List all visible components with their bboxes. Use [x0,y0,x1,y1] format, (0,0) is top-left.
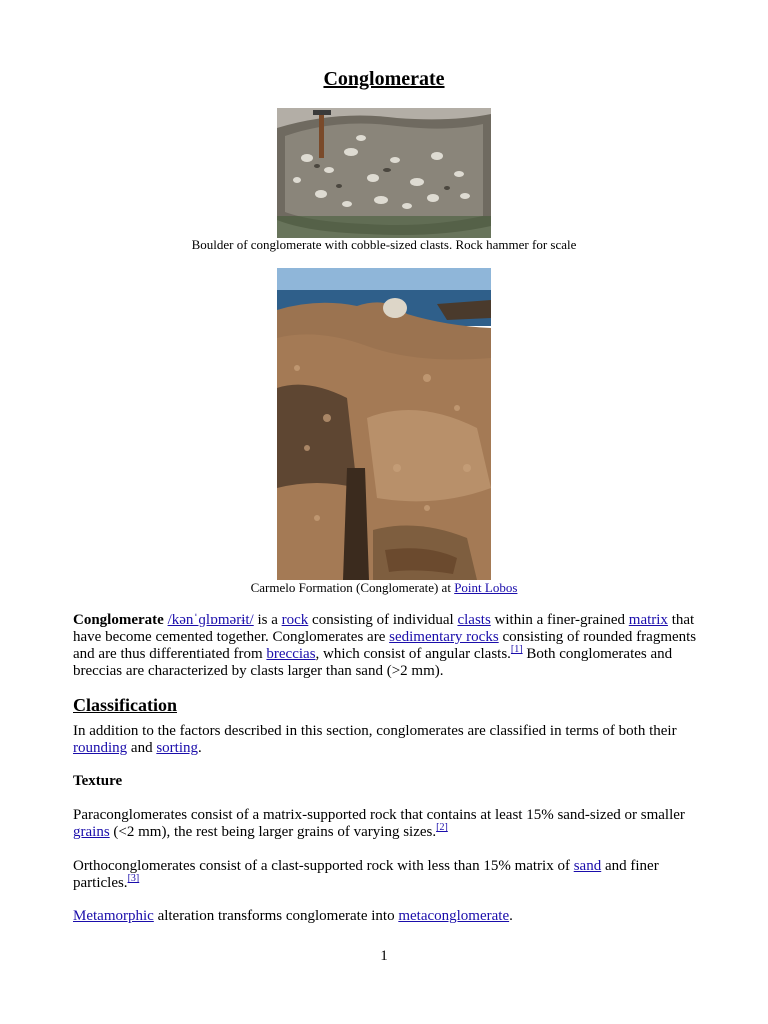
sand-link[interactable]: sand [573,858,602,874]
term-conglomerate: Conglomerate [73,612,164,628]
clasts-link[interactable]: clasts [457,612,491,628]
paraconglomerates-paragraph [73,807,698,841]
rounding-link[interactable]: rounding [73,740,128,756]
point-lobos-photo [277,268,491,580]
sedimentary-rocks-link[interactable]: sedimentary rocks [389,629,499,645]
metamorphic-paragraph [73,908,698,925]
metamorphic-link[interactable]: Metamorphic [73,908,154,924]
grains-link[interactable]: grains [73,824,110,840]
page-title: Conglomerate [323,68,445,90]
point-lobos-link[interactable]: Point Lobos [454,580,518,595]
classification-text: and [127,740,157,756]
intro-text: is a [253,612,282,628]
texture-text: alteration transforms conglomerate into [153,908,399,924]
intro-text: , which consist of angular clasts. [315,646,511,662]
texture-text: and finer particles. [73,858,659,891]
intro-text: consisting of rounded fragments and are thus differentiated from [73,629,697,662]
classification-text: In addition to the factors described in this section, conglomerates are classified in terms of both their [73,723,677,739]
metaconglomerate-link[interactable]: metaconglomerate [398,908,510,924]
intro-text: that have become cemented together. Conglomerates are [73,612,695,645]
rock-hammer-head [313,110,331,115]
texture-text: Paraconglomerates consist of a matrix-supported rock that contains at least 15% sand-sized or smaller [73,807,685,823]
intro-paragraph [73,612,698,680]
classification-heading: Classification [73,695,178,715]
rock-hammer-handle [319,112,324,158]
caption-text: Carmelo Formation (Conglomerate) at [250,580,455,595]
citation-1-link[interactable]: [1] [510,644,523,655]
matrix-link[interactable]: matrix [628,612,668,628]
sorting-link[interactable]: sorting [156,740,199,756]
orthoconglomerates-paragraph [73,858,698,892]
intro-text: consisting of individual [308,612,458,628]
intro-text: within a finer-grained [490,612,629,628]
classification-paragraph [73,723,698,757]
citation-3-link[interactable]: [3] [127,873,140,884]
citation-2-link[interactable]: [2] [436,822,448,833]
classification-text: . [198,740,202,756]
intro-text: Both conglomerates and breccias are characterized by clasts larger than sand (>2 mm). [73,646,673,679]
rock-link[interactable]: rock [281,612,309,628]
boulder-photo [277,108,491,238]
figure-point-lobos-image [277,268,491,580]
figure-caption-boulder: Boulder of conglomerate with cobble-sized clasts. Rock hammer for scale [191,237,577,252]
texture-heading: Texture [73,773,123,789]
texture-text: (<2 mm), the rest being larger grains of varying sizes. [109,824,437,840]
figure-caption-point-lobos [0,580,768,596]
texture-text: . [509,908,513,924]
figure-boulder-image [277,108,491,238]
texture-text: Orthoconglomerates consist of a clast-supported rock with less than 15% matrix of [73,858,574,874]
page-number: 1 [380,948,388,964]
breccias-link[interactable]: breccias [266,646,316,662]
pronunciation-link[interactable]: /kənˈɡlɒmərɨt/ [167,612,254,628]
